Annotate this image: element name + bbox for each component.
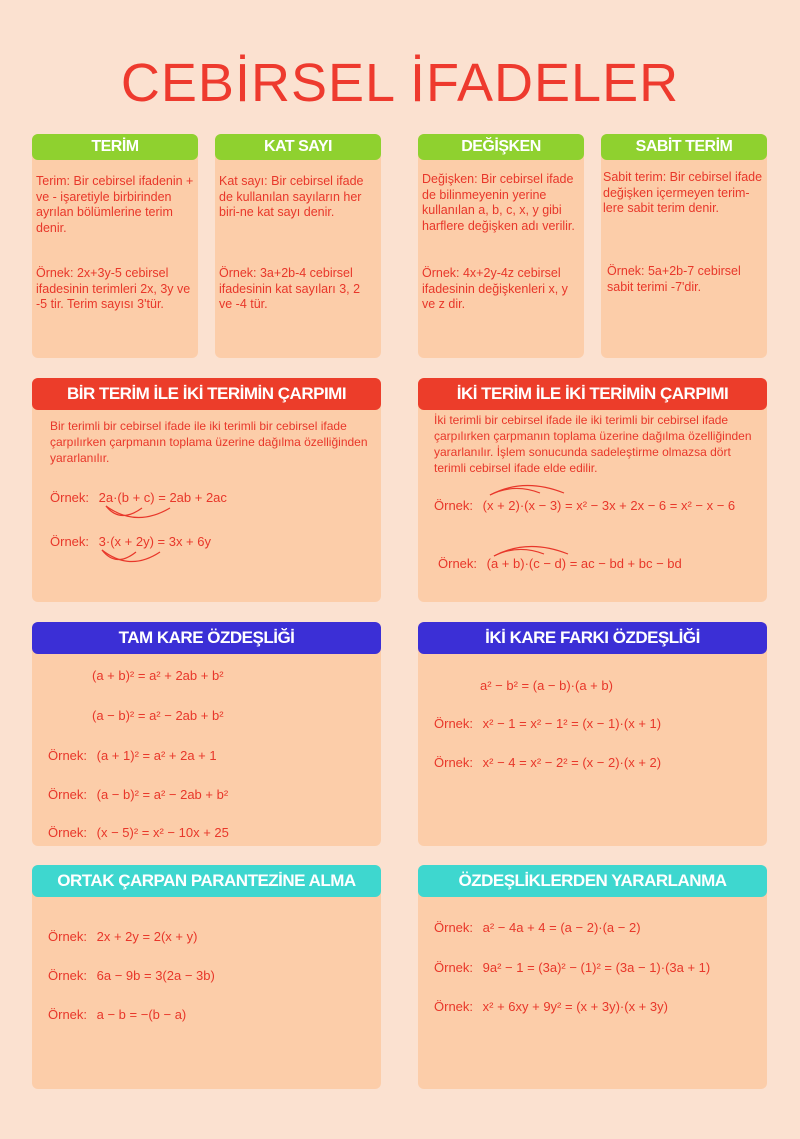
example-label: Örnek:: [48, 968, 88, 983]
example-label: Örnek:: [434, 999, 474, 1014]
example-formula: a − b = −(b − a): [96, 1007, 187, 1022]
example-3: [48, 825, 229, 840]
example-formula: 9a² − 1 = (3a)² − (1)² = (3a − 1)·(3a + 1): [482, 960, 711, 975]
card-header: TERİM: [32, 134, 198, 160]
card-iki-iki-carpim: [418, 378, 767, 602]
example-formula: (x + 2)·(x − 3) = x² − 3x + 2x − 6 = x² − x − 6: [482, 498, 736, 513]
description-text: İki terimli bir cebirsel ifade ile iki terimli bir cebirsel ifade çarpılırken çarpmanın toplama üzerine dağılma özelliğinden yararlanılır. İşlem sonucunda sadeleştirme olmazsa dört terimli cebirsel ifade elde edilir.: [434, 413, 752, 475]
example-formula: 2x + 2y = 2(x + y): [96, 929, 198, 944]
example-label: Örnek:: [48, 825, 88, 840]
example-label: Örnek:: [48, 787, 88, 802]
example-1: [434, 716, 661, 731]
example-formula: x² − 1 = x² − 1² = (x − 1)·(x + 1): [482, 716, 662, 731]
example-text: Örnek: 3a+2b-4 cebirsel ifadesinin kat sayıları 3, 2 ve -4 tür.: [219, 266, 361, 311]
example-formula: a² − 4a + 4 = (a − 2)·(a − 2): [482, 920, 641, 935]
example-text: Örnek: 4x+2y-4z cebirsel ifadesinin değişkenleri x, y ve z dir.: [422, 266, 568, 311]
example-formula: 6a − 9b = 3(2a − 3b): [96, 968, 215, 983]
card-ortak-carpan: [32, 865, 381, 1089]
formula-2: (a − b)² = a² − 2ab + b²: [92, 708, 224, 723]
example-label: Örnek:: [48, 929, 88, 944]
card-header: İKİ TERİM İLE İKİ TERİMİN ÇARPIMI: [418, 378, 767, 410]
card-header: BİR TERİM İLE İKİ TERİMİN ÇARPIMI: [32, 378, 381, 410]
example-formula: (a + 1)² = a² + 2a + 1: [96, 748, 217, 763]
example-1: [434, 498, 735, 513]
card-header: TAM KARE ÖZDEŞLİĞİ: [32, 622, 381, 654]
card-sabit-terim: [601, 134, 767, 358]
example-1: [434, 920, 641, 935]
example-2: [48, 787, 228, 802]
example-label: Örnek:: [434, 920, 474, 935]
example-formula: x² + 6xy + 9y² = (x + 3y)·(x + 3y): [482, 999, 668, 1014]
card-degisken: [418, 134, 584, 358]
example-formula: 2a·(b + c) = 2ab + 2ac: [98, 490, 227, 505]
example-label: Örnek:: [48, 748, 88, 763]
card-bir-iki-carpim: [32, 378, 381, 602]
example-label: Örnek:: [434, 498, 474, 513]
card-terim: [32, 134, 198, 358]
example-formula: (x − 5)² = x² − 10x + 25: [96, 825, 229, 840]
definition-text: Kat sayı: Bir cebirsel ifade de kullanılan sayıların her biri-ne kat sayı denir.: [219, 174, 364, 219]
example-2: [434, 755, 661, 770]
distribution-arrows: [100, 502, 200, 522]
card-header: İKİ KARE FARKI ÖZDEŞLİĞİ: [418, 622, 767, 654]
example-2: [434, 960, 710, 975]
example-label: Örnek:: [434, 716, 474, 731]
definition-text: Değişken: Bir cebirsel ifade de bilinmeyenin yerine kullanılan a, b, c, x, y gibi harflere değişken adı verilir.: [422, 172, 575, 233]
card-header: SABİT TERİM: [601, 134, 767, 160]
example-1: [48, 929, 197, 944]
distribution-arrows: [96, 546, 196, 566]
example-formula: x² − 4 = x² − 2² = (x − 2)·(x + 2): [482, 755, 662, 770]
example-1: [48, 748, 217, 763]
card-header: ÖZDEŞLİKLERDEN YARARLANMA: [418, 865, 767, 897]
card-header: ORTAK ÇARPAN PARANTEZİNE ALMA: [32, 865, 381, 897]
formula-1: a² − b² = (a − b)·(a + b): [480, 678, 613, 693]
description-text: Bir terimli bir cebirsel ifade ile iki terimli bir cebirsel ifade çarpılırken çarpmanın toplama üzerine dağılma özelliğinden yararlanılır.: [50, 419, 368, 465]
card-tam-kare: [32, 622, 381, 846]
example-formula: 3·(x + 2y) = 3x + 6y: [98, 534, 211, 549]
card-kat-sayi: [215, 134, 381, 358]
example-2: [438, 556, 682, 571]
example-3: [434, 999, 668, 1014]
card-iki-kare-farki: [418, 622, 767, 846]
example-label: Örnek:: [434, 960, 474, 975]
example-label: Örnek:: [48, 1007, 88, 1022]
example-label: Örnek:: [438, 556, 478, 571]
example-2: [48, 968, 215, 983]
definition-text: Terim: Bir cebirsel ifadenin + ve - işaretiyle birbirinden ayrılan bölümlerine terim denir.: [36, 174, 194, 235]
formula-1: (a + b)² = a² + 2ab + b²: [92, 668, 224, 683]
definition-text: Sabit terim: Bir cebirsel ifade değişken içermeyen terim-lere sabit terim denir.: [603, 170, 763, 215]
example-3: [48, 1007, 186, 1022]
example-label: Örnek:: [50, 534, 90, 549]
page-title: CEBİRSEL İFADELER: [120, 53, 680, 113]
example-text: Örnek: 2x+3y-5 cebirsel ifadesinin terimleri 2x, 3y ve -5 tir. Terim sayısı 3'tür.: [36, 266, 191, 311]
card-ozdeslik-yararlanma: [418, 865, 767, 1089]
example-formula: (a + b)·(c − d) = ac − bd + bc − bd: [486, 556, 682, 571]
card-header: KAT SAYI: [215, 134, 381, 160]
card-header: DEĞİŞKEN: [418, 134, 584, 160]
example-text: Örnek: 5a+2b-7 cebirsel sabit terimi -7'dir.: [607, 264, 741, 294]
example-formula: (a − b)² = a² − 2ab + b²: [96, 787, 229, 802]
example-label: Örnek:: [434, 755, 474, 770]
example-label: Örnek:: [50, 490, 90, 505]
